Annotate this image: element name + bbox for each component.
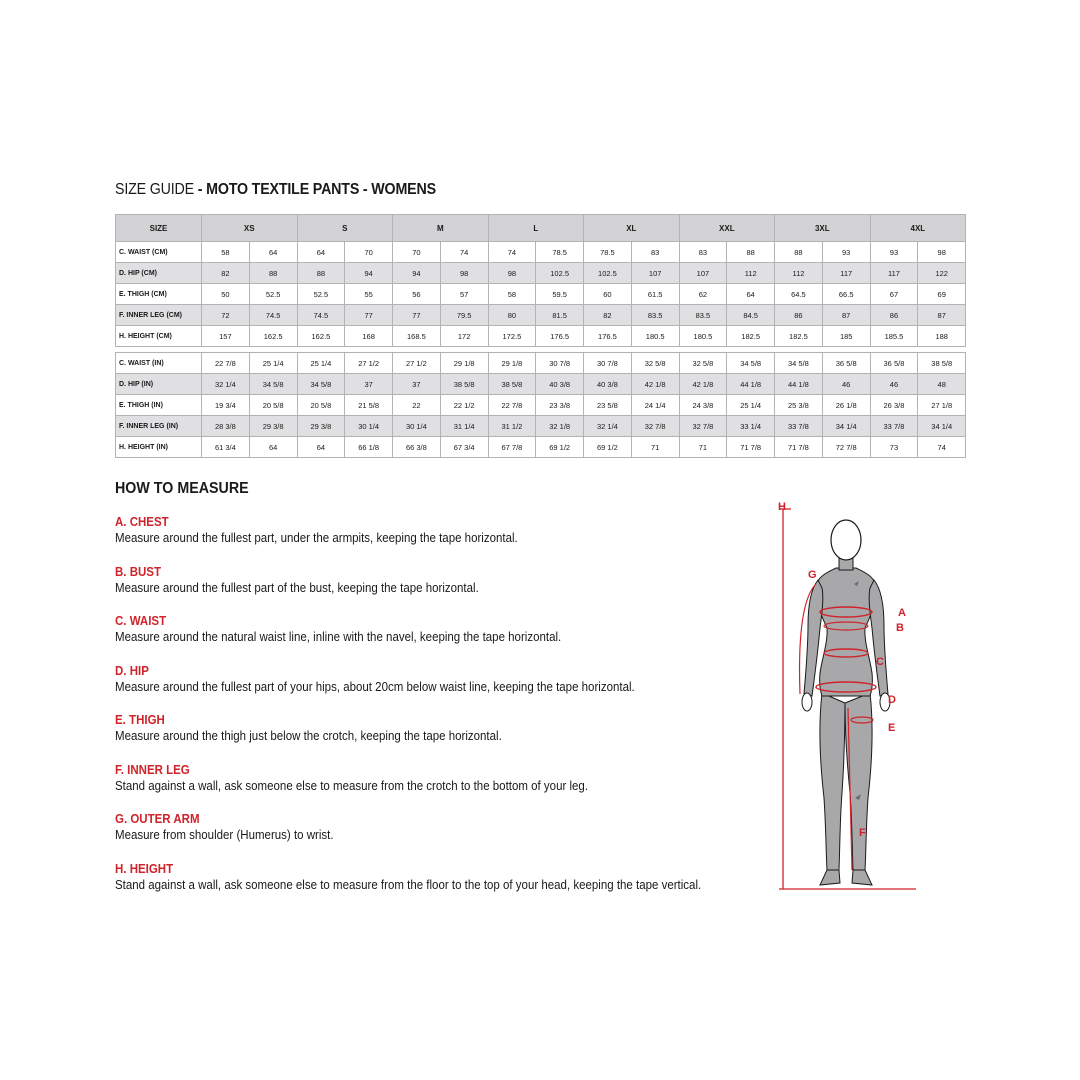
table-cell: 60 [584, 284, 632, 305]
size-header-4xl: 4XL [870, 215, 966, 242]
table-cell: 83.5 [679, 305, 727, 326]
title-main: MOTO TEXTILE PANTS - WOMENS [206, 181, 436, 198]
table-cell: 71 [631, 437, 679, 458]
table-cell: 176.5 [584, 326, 632, 347]
head [831, 520, 861, 560]
table-cell: 182.5 [727, 326, 775, 347]
table-cell: 67 3/4 [440, 437, 488, 458]
table-cell: 188 [918, 326, 966, 347]
in-row [116, 374, 966, 395]
table-cell: 74 [918, 437, 966, 458]
instruction-title: C. WAIST [115, 614, 167, 628]
table-cell: 107 [631, 263, 679, 284]
table-cell: 72 7/8 [822, 437, 870, 458]
how-to-measure-heading: HOW TO MEASURE [115, 480, 249, 497]
table-cell: 117 [822, 263, 870, 284]
cm-row [116, 326, 966, 347]
table-cell: 83.5 [631, 305, 679, 326]
instruction-title: G. OUTER ARM [115, 812, 200, 826]
table-cell: 30 1/4 [345, 416, 393, 437]
table-cell: 87 [822, 305, 870, 326]
table-cell: 25 3/8 [775, 395, 823, 416]
table-cell: 31 1/2 [488, 416, 536, 437]
table-cell: 32 1/4 [584, 416, 632, 437]
table-cell: 67 [870, 284, 918, 305]
table-cell: 185.5 [870, 326, 918, 347]
row-label: H. HEIGHT (CM) [116, 326, 202, 347]
table-cell: 64 [249, 437, 297, 458]
row-label: F. INNER LEG (IN) [116, 416, 202, 437]
row-label: F. INNER LEG (CM) [116, 305, 202, 326]
table-cell: 27 1/2 [345, 353, 393, 374]
table-cell: 98 [918, 242, 966, 263]
table-cell: 79.5 [440, 305, 488, 326]
instruction-description: Measure around the thigh just below the crotch, keeping the tape horizontal. [115, 729, 502, 743]
table-cell: 52.5 [297, 284, 345, 305]
table-cell: 61 3/4 [202, 437, 250, 458]
table-cell: 102.5 [536, 263, 584, 284]
label-c: C [876, 656, 884, 668]
label-h: H [778, 501, 786, 513]
size-header-xs: XS [202, 215, 298, 242]
table-cell: 34 1/4 [822, 416, 870, 437]
table-cell: 30 7/8 [536, 353, 584, 374]
table-cell: 71 7/8 [775, 437, 823, 458]
table-cell: 74.5 [249, 305, 297, 326]
cm-row [116, 242, 966, 263]
table-cell: 69 [918, 284, 966, 305]
table-cell: 78.5 [536, 242, 584, 263]
table-cell: 44 1/8 [775, 374, 823, 395]
title-prefix: SIZE GUIDE [115, 181, 194, 198]
table-cell: 172.5 [488, 326, 536, 347]
size-header-xl: XL [584, 215, 680, 242]
table-cell: 32 1/8 [536, 416, 584, 437]
table-cell: 22 7/8 [202, 353, 250, 374]
table-cell: 81.5 [536, 305, 584, 326]
cm-row [116, 263, 966, 284]
table-cell: 74 [440, 242, 488, 263]
table-cell: 70 [393, 242, 441, 263]
table-cell: 42 1/8 [679, 374, 727, 395]
table-cell: 66 1/8 [345, 437, 393, 458]
instruction-item [115, 811, 722, 861]
table-cell: 56 [393, 284, 441, 305]
table-cell: 59.5 [536, 284, 584, 305]
instruction-title: F. INNER LEG [115, 762, 190, 777]
table-cell: 34 5/8 [775, 353, 823, 374]
table-cell: 88 [297, 263, 345, 284]
table-cell: 72 [202, 305, 250, 326]
table-cell: 176.5 [536, 326, 584, 347]
right-foot [852, 870, 872, 885]
table-cell: 27 1/2 [393, 353, 441, 374]
table-cell: 33 7/8 [775, 416, 823, 437]
table-cell: 26 3/8 [870, 395, 918, 416]
table-cell: 34 5/8 [727, 353, 775, 374]
table-cell: 82 [202, 263, 250, 284]
size-table [115, 214, 966, 458]
left-foot [820, 870, 840, 885]
instruction-item [115, 564, 722, 614]
table-cell: 38 5/8 [488, 374, 536, 395]
table-cell: 34 5/8 [297, 374, 345, 395]
row-label: E. THIGH (CM) [116, 284, 202, 305]
table-cell: 64 [297, 242, 345, 263]
instructions-list [115, 514, 775, 910]
table-cell: 29 1/8 [440, 353, 488, 374]
instruction-description: Measure around the fullest part of the bust, keeping the tape horizontal. [115, 580, 479, 595]
table-cell: 24 1/4 [631, 395, 679, 416]
label-e: E [888, 722, 896, 734]
instruction-title: E. THIGH [115, 713, 165, 727]
label-f: F [859, 827, 866, 839]
label-d: D [888, 694, 896, 706]
table-cell: 32 7/8 [679, 416, 727, 437]
measurement-figure [770, 498, 920, 893]
instruction-description: Stand against a wall, ask someone else to measure from the floor to the top of your head, keeping the tape vertical. [115, 877, 702, 892]
table-cell: 162.5 [297, 326, 345, 347]
table-cell: 64 [297, 437, 345, 458]
size-header-row [116, 215, 966, 242]
table-cell: 62 [679, 284, 727, 305]
table-cell: 93 [822, 242, 870, 263]
row-label: H. HEIGHT (IN) [116, 437, 202, 458]
torso [816, 568, 877, 696]
table-cell: 74 [488, 242, 536, 263]
instruction-description: Measure around the fullest part, under the armpits, keeping the tape horizontal. [115, 531, 518, 545]
table-cell: 29 3/8 [297, 416, 345, 437]
table-cell: 77 [393, 305, 441, 326]
instruction-item [115, 613, 722, 663]
table-cell: 58 [202, 242, 250, 263]
table-cell: 24 3/8 [679, 395, 727, 416]
table-cell: 83 [631, 242, 679, 263]
instruction-item [115, 762, 722, 812]
table-cell: 46 [822, 374, 870, 395]
in-row [116, 395, 966, 416]
table-cell: 32 5/8 [631, 353, 679, 374]
table-cell: 25 1/4 [249, 353, 297, 374]
table-cell: 27 1/8 [918, 395, 966, 416]
table-cell: 180.5 [631, 326, 679, 347]
table-cell: 34 1/4 [918, 416, 966, 437]
table-cell: 22 1/2 [440, 395, 488, 416]
table-cell: 94 [393, 263, 441, 284]
table-cell: 182.5 [775, 326, 823, 347]
table-cell: 98 [488, 263, 536, 284]
table-cell: 61.5 [631, 284, 679, 305]
left-hand [802, 693, 812, 711]
instruction-title: A. CHEST [115, 515, 169, 529]
table-cell: 88 [727, 242, 775, 263]
size-header-xxl: XXL [679, 215, 775, 242]
table-cell: 33 1/4 [727, 416, 775, 437]
table-cell: 83 [679, 242, 727, 263]
table-cell: 30 7/8 [584, 353, 632, 374]
table-cell: 185 [822, 326, 870, 347]
table-cell: 37 [345, 374, 393, 395]
row-label: D. HIP (CM) [116, 263, 202, 284]
title-separator: - [193, 181, 207, 198]
table-cell: 36 5/8 [870, 353, 918, 374]
table-cell: 64 [249, 242, 297, 263]
table-cell: 48 [918, 374, 966, 395]
table-cell: 71 7/8 [727, 437, 775, 458]
table-cell: 44 1/8 [727, 374, 775, 395]
table-cell: 66.5 [822, 284, 870, 305]
table-cell: 117 [870, 263, 918, 284]
table-cell: 69 1/2 [584, 437, 632, 458]
table-cell: 31 1/4 [440, 416, 488, 437]
instruction-item [115, 514, 722, 564]
label-b: B [896, 622, 904, 634]
table-cell: 46 [870, 374, 918, 395]
row-label: E. THIGH (IN) [116, 395, 202, 416]
table-cell: 71 [679, 437, 727, 458]
table-cell: 180.5 [679, 326, 727, 347]
table-cell: 42 1/8 [631, 374, 679, 395]
table-cell: 38 5/8 [440, 374, 488, 395]
instruction-description: Measure around the fullest part of your hips, about 20cm below waist line, keeping the tape horizontal. [115, 679, 635, 694]
cm-row [116, 305, 966, 326]
table-cell: 23 5/8 [584, 395, 632, 416]
table-cell: 25 1/4 [297, 353, 345, 374]
table-cell: 157 [202, 326, 250, 347]
table-cell: 23 3/8 [536, 395, 584, 416]
table-cell: 94 [345, 263, 393, 284]
row-label: D. HIP (IN) [116, 374, 202, 395]
size-header-label: SIZE [116, 215, 202, 242]
table-cell: 86 [775, 305, 823, 326]
in-row [116, 437, 966, 458]
table-cell: 33 7/8 [870, 416, 918, 437]
table-cell: 87 [918, 305, 966, 326]
table-cell: 69 1/2 [536, 437, 584, 458]
table-cell: 112 [775, 263, 823, 284]
table-cell: 34 5/8 [249, 374, 297, 395]
table-cell: 102.5 [584, 263, 632, 284]
table-cell: 55 [345, 284, 393, 305]
table-cell: 162.5 [249, 326, 297, 347]
table-cell: 40 3/8 [584, 374, 632, 395]
in-row [116, 416, 966, 437]
instruction-title: H. HEIGHT [115, 861, 174, 876]
table-cell: 64 [727, 284, 775, 305]
table-cell: 28 3/8 [202, 416, 250, 437]
table-cell: 52.5 [249, 284, 297, 305]
table-cell: 73 [870, 437, 918, 458]
instruction-item [115, 663, 722, 713]
instruction-item [115, 712, 722, 762]
table-cell: 70 [345, 242, 393, 263]
table-cell: 168 [345, 326, 393, 347]
table-cell: 25 1/4 [727, 395, 775, 416]
label-g: G [808, 569, 817, 581]
page-title [115, 181, 436, 199]
table-cell: 86 [870, 305, 918, 326]
row-label: C. WAIST (IN) [116, 353, 202, 374]
table-cell: 98 [440, 263, 488, 284]
table-cell: 93 [870, 242, 918, 263]
table-cell: 29 1/8 [488, 353, 536, 374]
table-cell: 107 [679, 263, 727, 284]
instruction-title: B. BUST [115, 564, 161, 579]
table-cell: 22 [393, 395, 441, 416]
in-row [116, 353, 966, 374]
table-cell: 40 3/8 [536, 374, 584, 395]
instruction-description: Stand against a wall, ask someone else to measure from the crotch to the bottom of your leg. [115, 778, 589, 793]
table-cell: 58 [488, 284, 536, 305]
table-cell: 22 7/8 [488, 395, 536, 416]
table-cell: 20 5/8 [249, 395, 297, 416]
instruction-description: Measure from shoulder (Humerus) to wrist. [115, 828, 334, 842]
table-cell: 77 [345, 305, 393, 326]
table-cell: 88 [249, 263, 297, 284]
instruction-title: D. HIP [115, 663, 149, 678]
table-cell: 82 [584, 305, 632, 326]
table-cell: 80 [488, 305, 536, 326]
table-cell: 67 7/8 [488, 437, 536, 458]
table-cell: 172 [440, 326, 488, 347]
table-cell: 78.5 [584, 242, 632, 263]
table-cell: 32 7/8 [631, 416, 679, 437]
table-cell: 19 3/4 [202, 395, 250, 416]
size-header-s: S [297, 215, 393, 242]
label-a: A [898, 607, 906, 619]
size-header-m: M [393, 215, 489, 242]
table-cell: 112 [727, 263, 775, 284]
instruction-description: Measure around the natural waist line, inline with the navel, keeping the tape horizontal. [115, 630, 562, 644]
table-cell: 66 3/8 [393, 437, 441, 458]
table-cell: 84.5 [727, 305, 775, 326]
left-leg [820, 693, 845, 870]
table-cell: 36 5/8 [822, 353, 870, 374]
table-cell: 122 [918, 263, 966, 284]
table-cell: 38 5/8 [918, 353, 966, 374]
table-cell: 64.5 [775, 284, 823, 305]
table-cell: 50 [202, 284, 250, 305]
right-leg [845, 693, 872, 870]
table-cell: 74.5 [297, 305, 345, 326]
table-cell: 88 [775, 242, 823, 263]
table-cell: 29 3/8 [249, 416, 297, 437]
table-cell: 32 5/8 [679, 353, 727, 374]
size-header-l: L [488, 215, 584, 242]
table-cell: 37 [393, 374, 441, 395]
size-header-3xl: 3XL [775, 215, 871, 242]
row-label: C. WAIST (CM) [116, 242, 202, 263]
instruction-item [115, 861, 722, 911]
table-cell: 168.5 [393, 326, 441, 347]
table-cell: 57 [440, 284, 488, 305]
cm-row [116, 284, 966, 305]
table-cell: 20 5/8 [297, 395, 345, 416]
table-cell: 26 1/8 [822, 395, 870, 416]
table-cell: 30 1/4 [393, 416, 441, 437]
table-cell: 21 5/8 [345, 395, 393, 416]
table-cell: 32 1/4 [202, 374, 250, 395]
